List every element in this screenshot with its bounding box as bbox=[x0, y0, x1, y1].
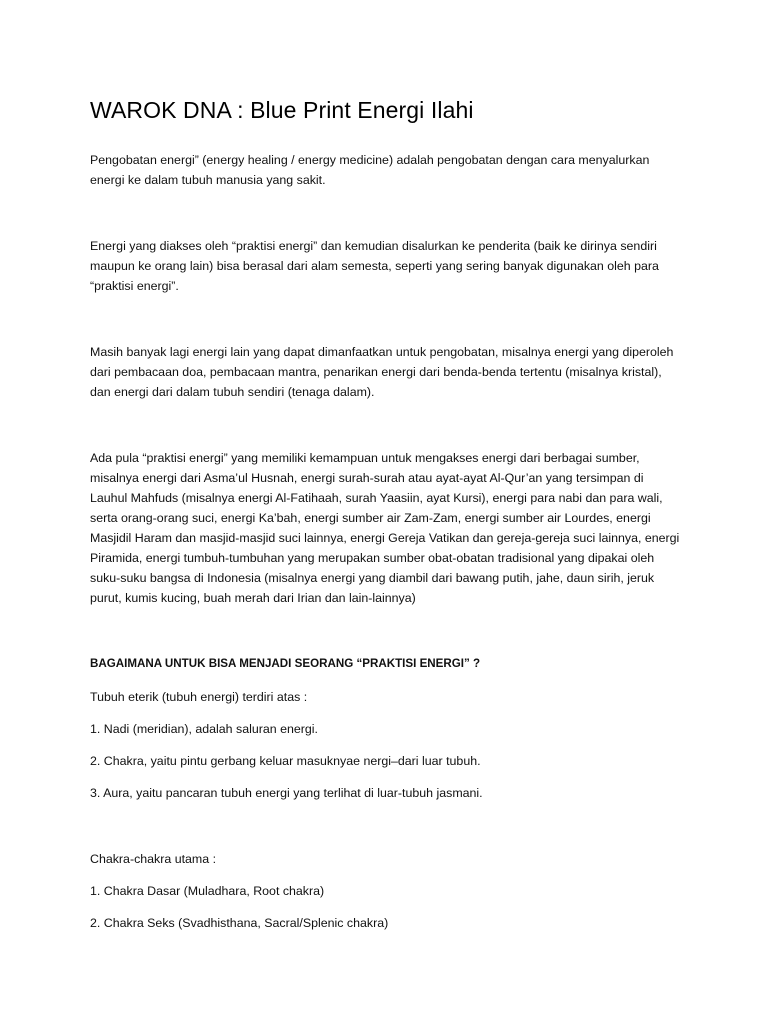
list-item: 2. Chakra Seks (Svadhisthana, Sacral/Splenic chakra) bbox=[90, 916, 389, 930]
paragraph-energy-source: Energi yang diakses oleh “praktisi energi” dan kemudian disalurkan ke penderita (baik ke dirinya sendiri maupun ke orang lain) bisa berasal dari alam semesta, seperti yang sering banyak digunakan oleh para “praktisi energi”. bbox=[90, 239, 659, 293]
chakra-intro: Chakra-chakra utama : bbox=[90, 852, 217, 866]
paragraph-energy-sources-list: Ada pula “praktisi energi” yang memiliki kemampuan untuk mengakses energi dari berbagai sumber, misalnya energi dari Asma’ul Husnah, energi surah-surah atau ayat-ayat Al-Qur’an yang tersimpan di Lauhul Mahfuds (misalnya energi Al-Fatihaah, surah Yaasiin, ayat Kursi), energi para nabi dan para wali, serta orang-orang suci, energi Ka’bah, energi sumber air Zam-Zam, energi sumber air Lourdes, energi Masjidil Haram dan masjid-masjid suci lainnya, energi Gereja Vatikan dan gereja-gereja suci lainnya, energi Piramida, energi tumbuh-tumbuhan yang merupakan sumber obat-obatan tradisional yang dipakai oleh suku-suku bangsa di Indonesia (misalnya energi yang diambil dari bawang putih, jahe, daun sirih, jeruk purut, kumis kucing, buah merah dari Irian dan lain-lainnya) bbox=[90, 451, 680, 605]
document-content bbox=[90, 95, 680, 945]
etheric-intro: Tubuh eterik (tubuh energi) terdiri atas : bbox=[90, 690, 308, 704]
list-item: 1. Chakra Dasar (Muladhara, Root chakra) bbox=[90, 884, 325, 898]
paragraph-other-energy: Masih banyak lagi energi lain yang dapat dimanfaatkan untuk pengobatan, misalnya energi yang diperoleh dari pembacaan doa, pembacaan mantra, penarikan energi dari benda-benda tertentu (misalnya kristal), dan energi dari dalam tubuh sendiri (tenaga dalam). bbox=[90, 345, 674, 399]
paragraph-intro: Pengobatan energi” (energy healing / energy medicine) adalah pengobatan dengan cara menyalurkan energi ke dalam tubuh manusia yang sakit. bbox=[90, 153, 650, 187]
list-item: 1. Nadi (meridian), adalah saluran energi. bbox=[90, 722, 318, 736]
section-heading: BAGAIMANA UNTUK BISA MENJADI SEORANG “PRAKTISI ENERGI” ? bbox=[90, 657, 481, 670]
document-title: WAROK DNA : Blue Print Energi Ilahi bbox=[90, 97, 474, 123]
list-item: 3. Aura, yaitu pancaran tubuh energi yang terlihat di luar-tubuh jasmani. bbox=[90, 786, 483, 800]
list-item: 2. Chakra, yaitu pintu gerbang keluar masuknyae nergi–dari luar tubuh. bbox=[90, 754, 481, 768]
